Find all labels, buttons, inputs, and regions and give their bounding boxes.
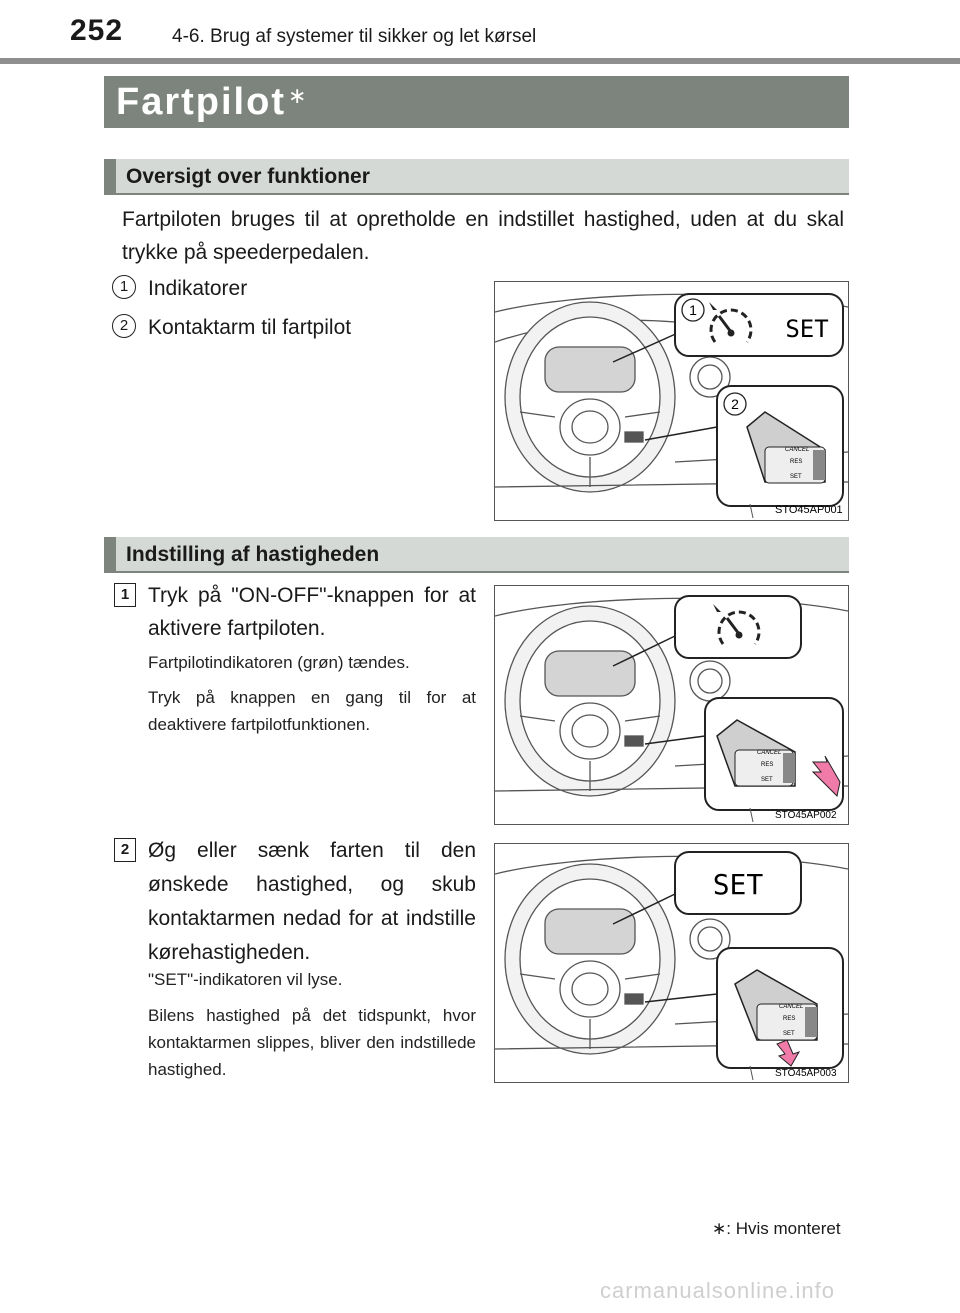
lever-cancel-label: CANCEL [779, 1004, 804, 1010]
lever-res-label: RES [783, 1016, 796, 1022]
footnote: ∗: Hvis monteret [712, 1219, 841, 1238]
page-title-text: Fartpilot [116, 81, 286, 123]
lever-set-label: SET [761, 777, 773, 783]
asterisk-mark: ∗ [287, 83, 309, 108]
callout-set-indicator: SET [785, 315, 829, 343]
callout-number-1: 1 [689, 302, 697, 318]
lever-cancel-label: CANCEL [757, 750, 782, 756]
item-label-indicators: Indikatorer [148, 277, 248, 300]
callout-number-2: 2 [731, 396, 739, 412]
lever-set-label: SET [790, 474, 802, 480]
step-number-1: 1 [114, 583, 136, 607]
step-1-text: Tryk på "ON-OFF"-knappen for at aktivere fartpiloten. [148, 584, 476, 640]
cockpit-illustration [495, 844, 848, 1082]
figure-code: STO45AP002 [775, 810, 837, 821]
figure-on-off [494, 585, 849, 825]
lever-set-label: SET [783, 1031, 795, 1037]
lever-res-label: RES [761, 762, 774, 768]
cockpit-illustration [495, 282, 848, 520]
overview-intro: Fartpiloten bruges til at opretholde en indstillet hastighed, uden at du skal trykke på speederpedalen. [122, 208, 844, 264]
section-divider [104, 571, 849, 573]
figure-set-speed [494, 843, 849, 1083]
figure-code: STO45AP001 [775, 504, 843, 516]
chapter-heading: 4-6. Brug af systemer til sikker og let kørsel [172, 26, 537, 47]
lever-cancel-label: CANCEL [785, 447, 810, 453]
item-number-1: 1 [112, 275, 136, 299]
step-1-note-2: Tryk på knappen en gang til for at deaktivere fartpilotfunktionen. [148, 688, 476, 734]
page-title [104, 76, 849, 128]
item-label-lever: Kontaktarm til fartpilot [148, 316, 352, 339]
step-2-text: Øg eller sænk farten til den ønskede hastighed, og skub kontaktarmen nedad for at indstille kørehastigheden. [148, 839, 476, 964]
section-divider [104, 193, 849, 195]
figure-cockpit-overview [494, 281, 849, 521]
callout-set-indicator: SET [712, 868, 764, 901]
step-2-note-1: "SET"-indikatoren vil lyse. [148, 970, 343, 989]
step-2-note-2: Bilens hastighed på det tidspunkt, hvor kontaktarmen slippes, bliver den indstillede hastighed. [148, 1006, 476, 1079]
item-number-2: 2 [112, 314, 136, 338]
step-1-note-1: Fartpilotindikatoren (grøn) tændes. [148, 653, 410, 672]
lever-res-label: RES [790, 459, 803, 465]
watermark: carmanualsonline.info [600, 1278, 836, 1303]
section-heading-setting: Indstilling af hastigheden [104, 537, 849, 573]
header-divider [0, 58, 960, 64]
step-number-2: 2 [114, 838, 136, 862]
section-heading-overview: Oversigt over funktioner [104, 159, 849, 195]
page-number: 252 [70, 14, 124, 47]
cockpit-illustration [495, 586, 848, 824]
figure-code: STO45AP003 [775, 1068, 837, 1079]
